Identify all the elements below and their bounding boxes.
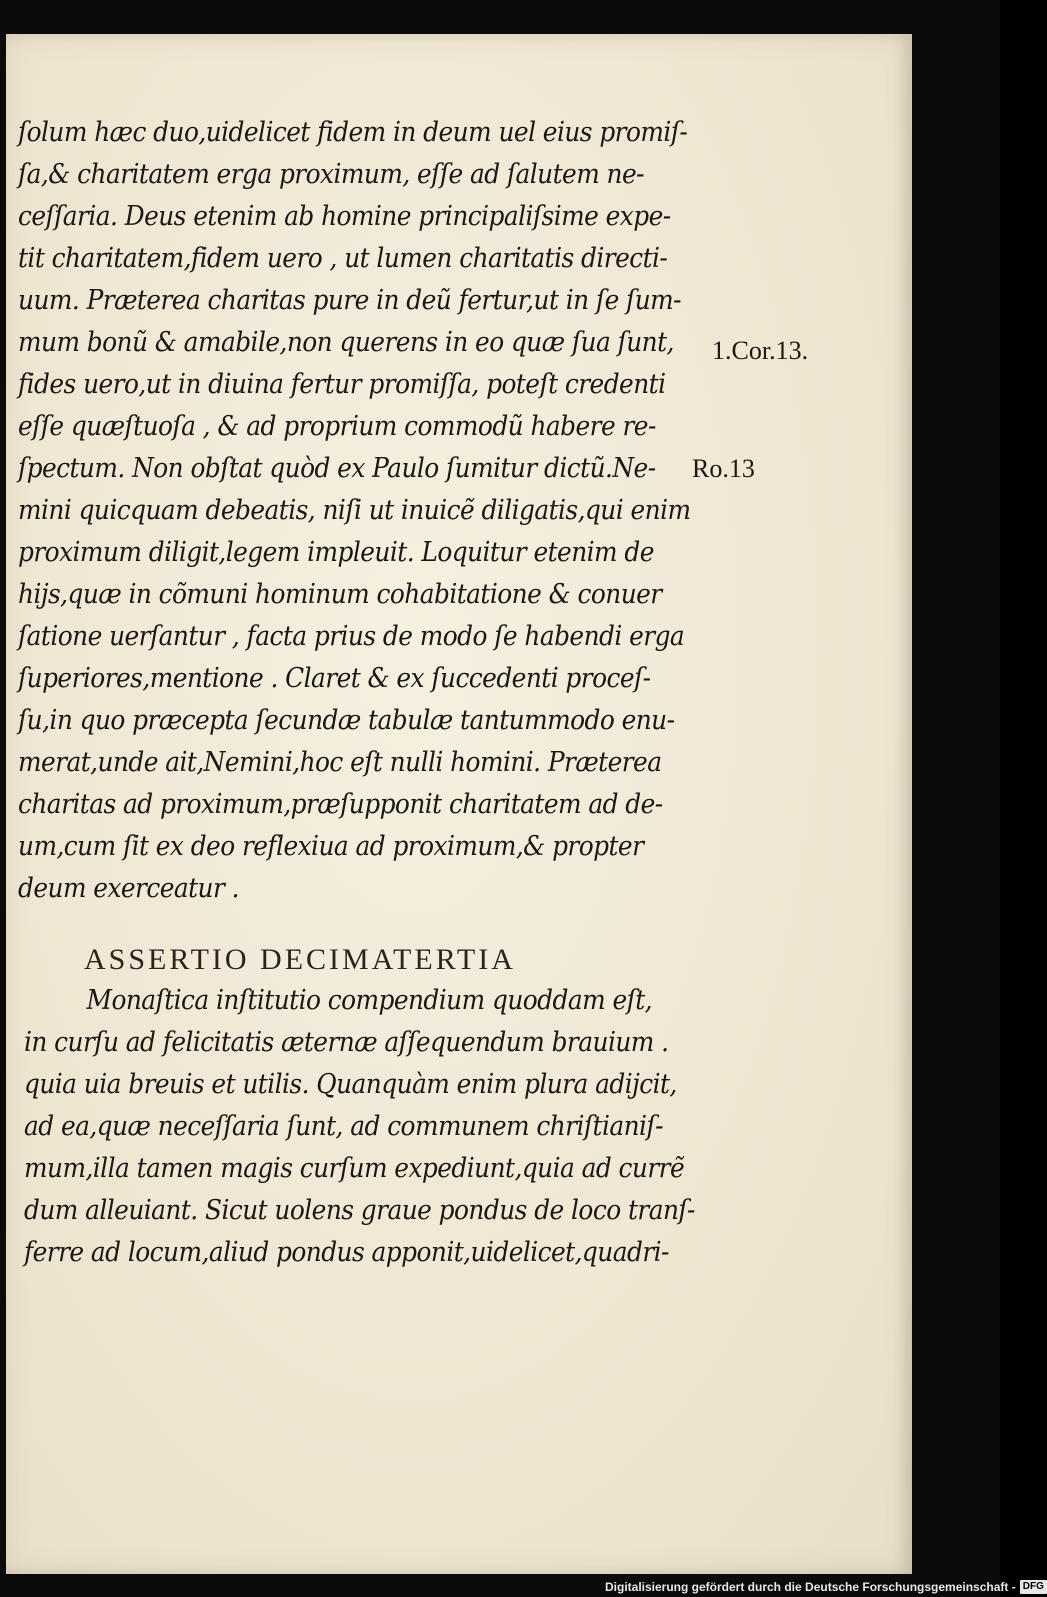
text-line: in curſu ad felicitatis æternæ aſſequendum brauium . [24,1027,669,1058]
text-line: ſu,in quo præcepta ſecundæ tabulæ tantummodo enu- [18,705,675,736]
text-line: mum bonũ & amabile,non querens in eo quæ ſua ſunt, [18,327,674,358]
dfg-logo: DFG [1020,1580,1047,1594]
text-line: proximum diligit,legem impleuit. Loquitur etenim de [18,537,654,568]
text-line: ſa,& charitatem erga proximum, eſſe ad ſalutem ne- [18,159,645,190]
text-line: eſſe quæſtuoſa , & ad proprium commodũ habere re- [18,411,656,442]
text-line: merat,unde ait,Nemini,hoc eſt nulli homini. Præterea [18,747,662,778]
text-line: Monaſtica inſtitutio compendium quoddam eſt, [86,985,653,1016]
text-line: tit charitatem,fidem uero , ut lumen charitatis directi- [18,243,668,274]
text-line: hijs,quæ in cõmuni hominum cohabitatione & conuer [18,579,662,610]
margin-note-ro: Ro.13 [692,454,755,483]
text-line: ceſſaria. Deus etenim ab homine principaliſsime expe- [18,201,671,232]
body-text-block-2 [24,980,695,1274]
text-line: ſatione uerſantur , facta prius de modo ſe habendi erga [18,621,685,652]
digitization-credit [605,1578,1047,1596]
text-line: ferre ad locum,aliud pondus apponit,uidelicet,quadri- [24,1237,669,1268]
text-line: mini quicquam debeatis, niſi ut inuicẽ diligatis,qui enim [18,495,691,526]
text-line: deum exerceatur . [18,873,240,904]
text-line: mum,illa tamen magis curſum expediunt,quia ad currẽ [24,1153,685,1184]
margin-note-cor: 1.Cor.13. [712,336,809,365]
body-text-block-1 [18,112,691,910]
text-line: ad ea,quæ neceſſaria ſunt, ad communem chriſtianiſ- [24,1111,663,1142]
credit-text: Digitalisierung gefördert durch die Deutsche Forschungsgemeinschaft - [605,1580,1016,1594]
text-line: ſpectum. Non obſtat quòd ex Paulo ſumitur dictũ.Ne- [18,453,656,484]
section-heading: ASSERTIO DECIMATERTIA [84,943,516,976]
text-line: charitas ad proximum,præſupponit charitatem ad de- [18,789,663,820]
text-line: quia uia breuis et utilis. Quanquàm enim plura adijcit, [24,1069,677,1100]
text-line: ſolum hæc duo,uidelicet fidem in deum uel eius promiſ- [18,117,688,148]
text-line: um,cum ſit ex deo reflexiua ad proximum,& propter [18,831,644,862]
text-line: fides uero,ut in diuina fertur promiſſa, poteſt credenti [18,369,666,400]
text-line: dum alleuiant. Sicut uolens graue pondus de loco tranſ- [24,1195,695,1226]
text-line: ſuperiores,mentione . Claret & ex ſuccedenti proceſ- [18,663,651,694]
text-line: uum. Præterea charitas pure in deũ fertur,ut in ſe ſum- [18,285,681,316]
book-page [6,34,912,1574]
